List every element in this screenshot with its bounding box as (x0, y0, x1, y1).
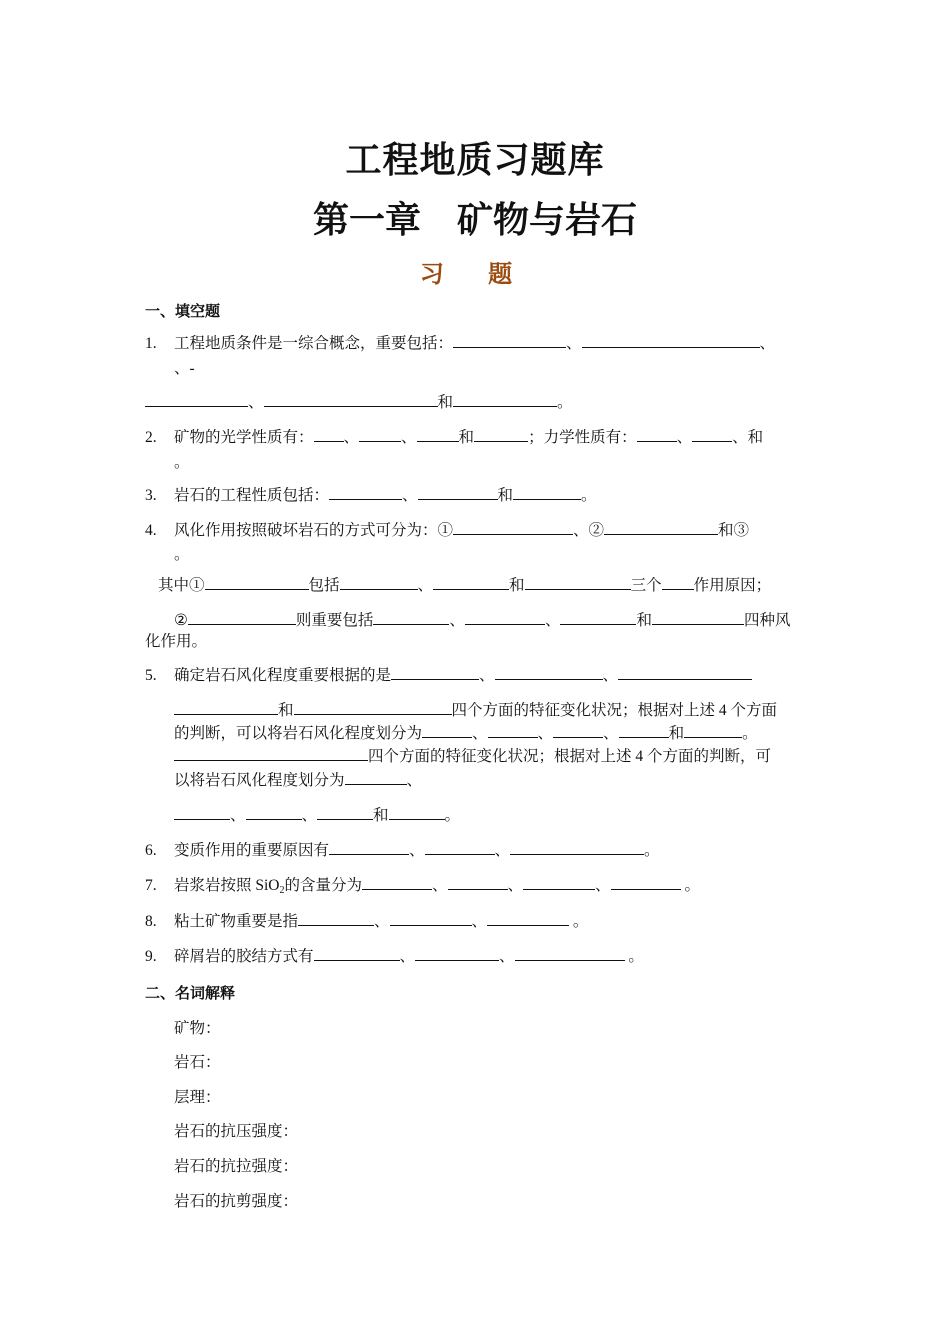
answer-blank[interactable] (174, 700, 278, 715)
exercises-subtitle: 习 题 (419, 260, 531, 288)
term-compressive-strength: 岩石的抗压强度： (174, 1123, 299, 1140)
answer-blank[interactable] (604, 520, 718, 535)
question-6: 6. 变质作用的重要原因有 、 、 。 (145, 842, 660, 859)
answer-blank[interactable] (495, 665, 603, 680)
answer-blank[interactable] (637, 427, 677, 442)
answer-blank[interactable] (525, 575, 631, 590)
answer-blank[interactable] (373, 610, 449, 625)
question-5-line-5: 以将岩石风化程度划分为 、 (174, 772, 423, 789)
answer-blank[interactable] (174, 805, 230, 820)
chapter-title: 第一章 矿物与岩石 (312, 200, 637, 241)
answer-blank[interactable] (145, 392, 248, 407)
term-tensile-strength: 岩石的抗拉强度： (174, 1158, 299, 1175)
answer-blank[interactable] (314, 946, 400, 961)
question-5-line-4: 四个方面的特征变化状况；根据对上述 4 个方面的判断，可 (174, 746, 771, 768)
answer-blank[interactable] (298, 911, 374, 926)
question-5-line-3: 的判断，可以将岩石风化程度划分为 、 、 、 和 。 (174, 725, 758, 742)
question-5: 5. 确定岩石风化程度重要根据的是 、 、 (145, 665, 752, 687)
question-4-end: 。 (174, 546, 190, 563)
answer-blank[interactable] (390, 911, 472, 926)
answer-blank[interactable] (417, 427, 459, 442)
question-7: 7. 岩浆岩按照 SiO$_2$的含量分为 、 、 、 。 (145, 877, 700, 896)
term-shear-strength: 岩石的抗剪强度： (174, 1193, 299, 1210)
question-1-continuation: 、- (174, 360, 195, 377)
question-4: 4. 风化作用按照破坏岩石的方式可分为：① 、② 和③ (145, 522, 750, 539)
answer-blank[interactable] (362, 875, 432, 890)
question-8: 8. 粘土矿物重要是指 、 、 。 (145, 913, 589, 930)
answer-blank[interactable] (465, 610, 545, 625)
term-mineral: 矿物： (174, 1020, 221, 1037)
question-3: 3. 岩石的工程性质包括： 、 和 。 (145, 487, 597, 504)
answer-blank[interactable] (652, 610, 744, 625)
answer-blank[interactable] (329, 485, 402, 500)
answer-blank[interactable] (314, 427, 344, 442)
answer-blank[interactable] (523, 875, 595, 890)
answer-blank[interactable] (188, 610, 296, 625)
answer-blank[interactable] (448, 875, 508, 890)
question-1: 1. 工程地质条件是一综合概念，重要包括： 、 、 (145, 335, 776, 352)
question-2: 2. 矿物的光学性质有： 、 、 和 ；力学性质有： 、 、和 (145, 429, 764, 446)
answer-blank[interactable] (422, 723, 472, 738)
answer-blank[interactable] (487, 911, 569, 926)
question-1-line-3: 、 和 。 (145, 392, 573, 414)
answer-blank[interactable] (618, 665, 752, 680)
answer-blank[interactable] (453, 520, 573, 535)
question-4-line-2: 其中① 包括 、 和 三个 作用原因； (158, 577, 772, 594)
question-5-line-2: 和 四个方面的特征变化状况；根据对上述 4 个方面 (174, 700, 777, 722)
answer-blank[interactable] (515, 946, 625, 961)
answer-blank[interactable] (264, 392, 438, 407)
answer-blank[interactable] (425, 840, 495, 855)
answer-blank[interactable] (474, 427, 528, 442)
answer-blank[interactable] (662, 575, 694, 590)
answer-blank[interactable] (418, 485, 498, 500)
answer-blank[interactable] (317, 805, 373, 820)
answer-blank[interactable] (415, 946, 499, 961)
answer-blank[interactable] (174, 746, 368, 761)
answer-blank[interactable] (510, 840, 644, 855)
answer-blank[interactable] (488, 723, 538, 738)
term-bedding: 层理： (174, 1089, 221, 1106)
question-4-line-4: 化作用。 (145, 633, 208, 650)
answer-blank[interactable] (389, 805, 445, 820)
answer-blank[interactable] (345, 770, 407, 785)
answer-blank[interactable] (692, 427, 732, 442)
question-4-line-3: ② 则重要包括 、 、 和 四种风 (174, 612, 791, 629)
answer-blank[interactable] (611, 875, 681, 890)
answer-blank[interactable] (359, 427, 401, 442)
answer-blank[interactable] (340, 575, 418, 590)
term-rock: 岩石： (174, 1054, 221, 1071)
answer-blank[interactable] (329, 840, 409, 855)
answer-blank[interactable] (513, 485, 581, 500)
answer-blank[interactable] (433, 575, 509, 590)
question-2-end: 。 (174, 454, 190, 471)
question-9: 9. 碎屑岩的胶结方式有 、 、 。 (145, 948, 644, 965)
section-fill-in-heading: 一、填空题 (145, 302, 221, 320)
answer-blank[interactable] (553, 723, 603, 738)
answer-blank[interactable] (582, 333, 760, 348)
question-5-line-6: 、 、 和 。 (174, 805, 460, 827)
section-terms-heading: 二、名词解释 (145, 984, 236, 1002)
answer-blank[interactable] (453, 333, 566, 348)
answer-blank[interactable] (391, 665, 479, 680)
answer-blank[interactable] (453, 392, 557, 407)
answer-blank[interactable] (684, 723, 742, 738)
answer-blank[interactable] (560, 610, 636, 625)
answer-blank[interactable] (294, 700, 452, 715)
answer-blank[interactable] (246, 805, 302, 820)
document-title: 工程地质习题库 (345, 140, 605, 181)
answer-blank[interactable] (619, 723, 669, 738)
answer-blank[interactable] (205, 575, 309, 590)
